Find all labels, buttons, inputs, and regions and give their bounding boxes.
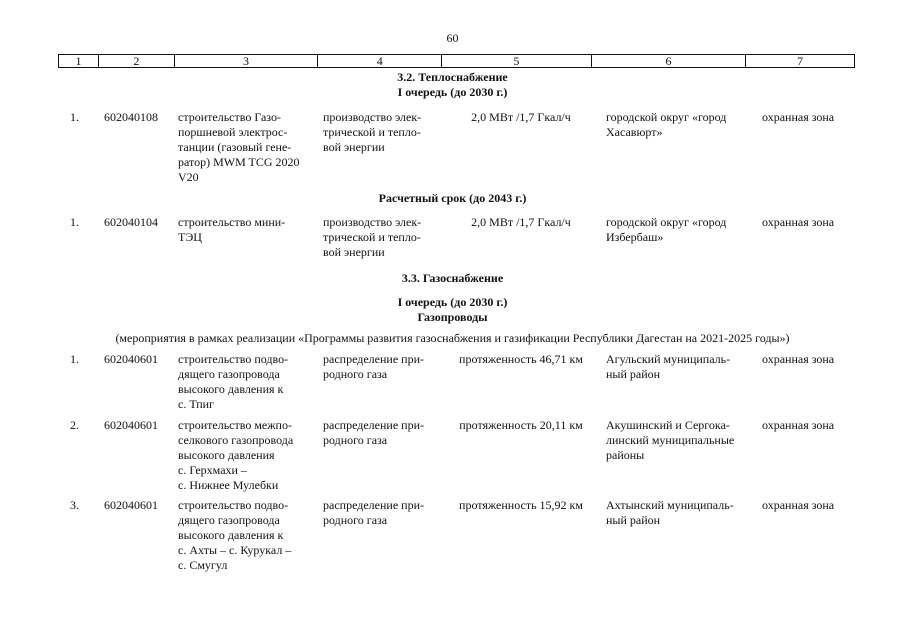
- column-header-7: 7: [797, 54, 804, 68]
- row-parameter: 2,0 МВт /1,7 Гкал/ч: [471, 215, 571, 229]
- row-zone: охранная зона: [762, 498, 835, 512]
- row-purpose: распределение при- родного газа: [323, 418, 424, 447]
- row-parameter: протяженность 46,71 км: [459, 352, 583, 366]
- row-code: 602040601: [104, 352, 158, 366]
- row-zone: охранная зона: [762, 110, 835, 124]
- row-description: строительство подво- дящего газопровода высокого давления к с. Тпиг: [178, 352, 289, 411]
- program-note: (мероприятия в рамках реализации «Программы развития газоснабжения и газификации Республики Дагестан на 2021-2025 годы»): [115, 331, 790, 345]
- phase-title-calc: Расчетный срок (до 2043 г.): [378, 191, 527, 205]
- row-description: строительство Газо- поршневой электрос- танции (газовый гене- ратор) MWM TCG 2020 V20: [178, 110, 300, 184]
- row-number: 1.: [70, 215, 79, 229]
- row-zone: охранная зона: [762, 215, 835, 229]
- row-location: Акушинский и Сергока- линский муниципальные районы: [606, 418, 735, 462]
- phase-title-heat: I очередь (до 2030 г.): [397, 85, 508, 99]
- row-location: городской округ «город Избербаш»: [606, 215, 727, 244]
- row-parameter: протяженность 20,11 км: [459, 418, 583, 432]
- row-location: городской округ «город Хасавюрт»: [606, 110, 727, 139]
- row-zone: охранная зона: [762, 418, 835, 432]
- row-description: строительство межпо- селкового газопровода высокого давления с. Герхмахи – с. Нижнее Мулебки: [178, 418, 294, 492]
- row-code: 602040601: [104, 418, 158, 432]
- table-header-row: [58, 54, 855, 68]
- phase-title-gas: I очередь (до 2030 г.): [397, 295, 508, 309]
- column-header-2: 2: [99, 55, 175, 67]
- section-title-gas-supply: 3.3. Газоснабжение: [401, 271, 504, 285]
- row-purpose: производство элек- трической и тепло- вой энергии: [323, 110, 422, 154]
- row-code: 602040104: [104, 215, 158, 229]
- column-header-3: 3: [175, 55, 319, 67]
- page-number: 60: [446, 31, 459, 45]
- row-number: 1.: [70, 110, 79, 124]
- column-header-4: 4: [318, 55, 442, 67]
- row-number: 2.: [70, 418, 79, 432]
- row-zone: охранная зона: [762, 352, 835, 366]
- column-header-5: 5: [442, 55, 592, 67]
- row-purpose: распределение при- родного газа: [323, 498, 424, 527]
- row-number: 3.: [70, 498, 79, 512]
- row-number: 1.: [70, 352, 79, 366]
- row-description: строительство подво- дящего газопровода высокого давления к с. Ахты – с. Курукал – с. Смугул: [178, 498, 292, 572]
- row-code: 602040108: [104, 110, 158, 124]
- row-location: Агульский муниципаль- ный район: [606, 352, 731, 381]
- row-purpose: производство элек- трической и тепло- вой энергии: [323, 215, 422, 259]
- column-header-6: 6: [592, 55, 747, 67]
- row-parameter: 2,0 МВт /1,7 Гкал/ч: [471, 110, 571, 124]
- row-purpose: распределение при- родного газа: [323, 352, 424, 381]
- row-code: 602040601: [104, 498, 158, 512]
- section-title-heat-supply: 3.2. Теплоснабжение: [397, 70, 508, 84]
- row-location: Ахтынский муниципаль- ный район: [606, 498, 734, 527]
- row-parameter: протяженность 15,92 км: [459, 498, 583, 512]
- row-description: строительство мини- ТЭЦ: [178, 215, 286, 244]
- subsection-title-pipelines: Газопроводы: [417, 310, 488, 324]
- column-header-1: 1: [59, 55, 99, 67]
